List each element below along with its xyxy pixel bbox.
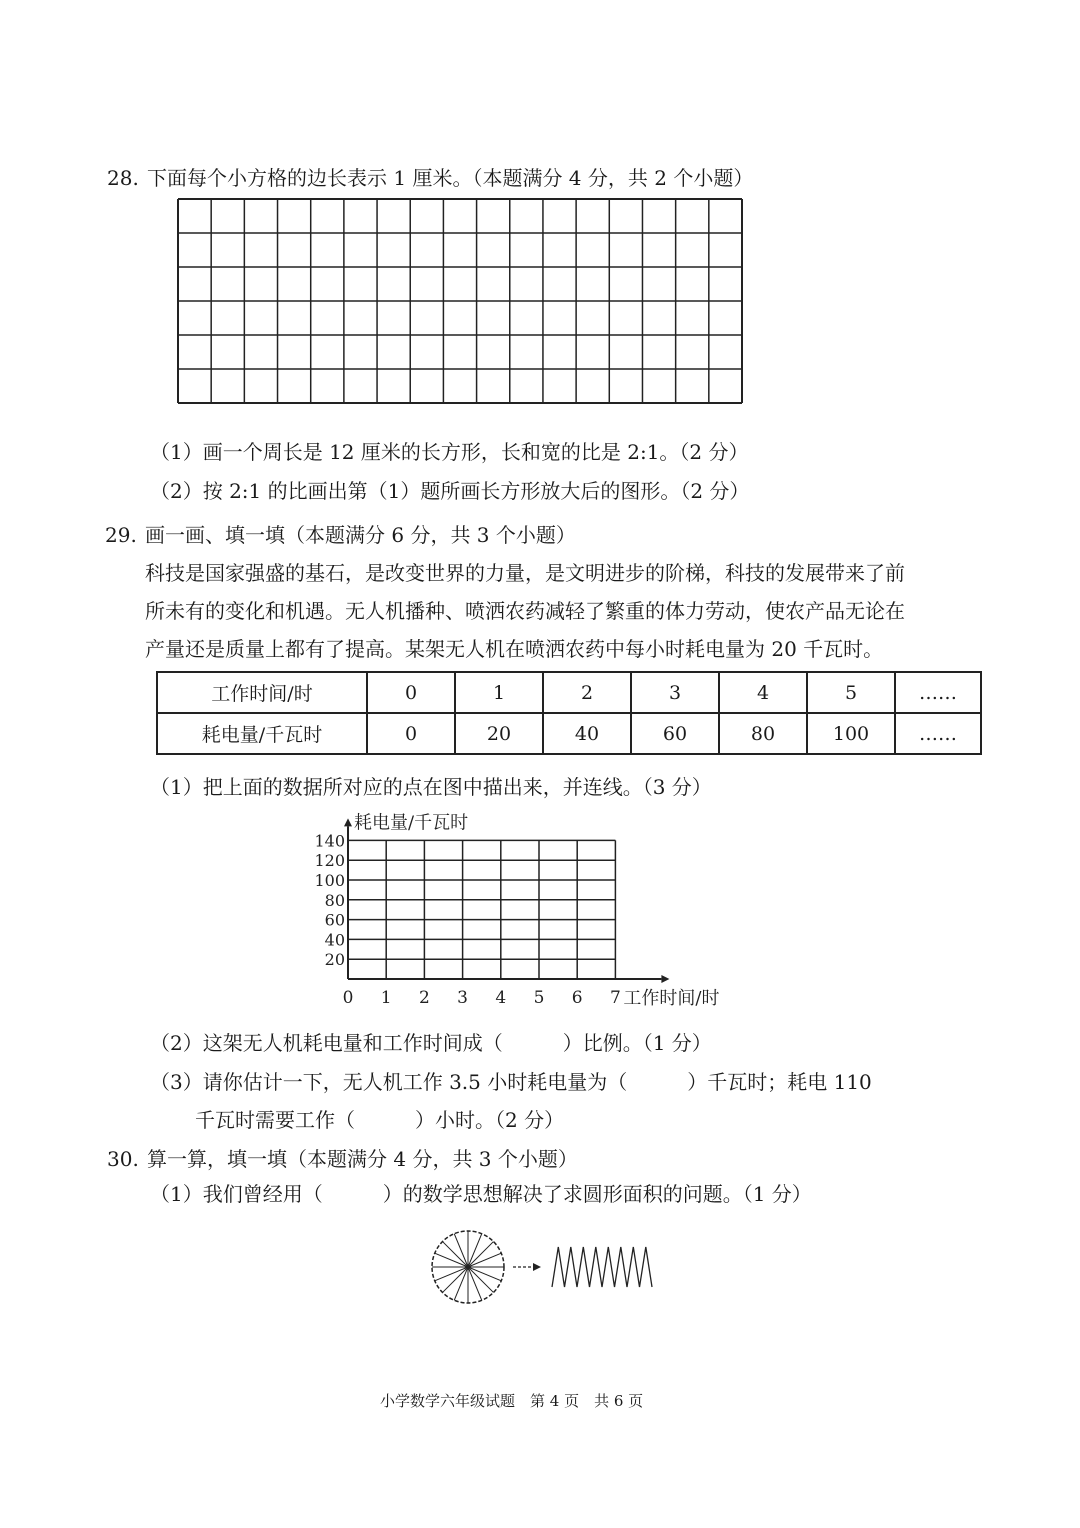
approximate-parallelogram-icon <box>552 1247 652 1287</box>
x-tick-label: 7 <box>609 988 621 1008</box>
x-tick-label: 3 <box>457 988 469 1008</box>
divided-circle-icon <box>432 1231 504 1303</box>
table-cell: 100 <box>807 713 895 754</box>
table-cell: 2 <box>543 672 631 713</box>
y-tick-label: 60 <box>324 910 345 930</box>
y-tick-label: 120 <box>314 851 345 871</box>
table-cell: 40 <box>543 713 631 754</box>
q29-sub3-line-2: 千瓦时需要工作（ ）小时。（2 分） <box>195 1108 565 1132</box>
square-grid <box>177 198 743 404</box>
table-cell: …… <box>895 713 981 754</box>
table-cell: 60 <box>631 713 719 754</box>
x-axis-label: 工作时间/时 <box>623 988 720 1009</box>
y-tick-label: 100 <box>314 871 345 890</box>
q29-title: 画一画、填一填（本题满分 6 分，共 3 个小题） <box>145 523 576 547</box>
table-cell: 3 <box>631 672 719 713</box>
table-cell: 0 <box>367 672 455 713</box>
q29-sub1: （1）把上面的数据所对应的点在图中描出来，并连线。（3 分） <box>150 775 712 799</box>
q29-number: 29. <box>105 523 137 547</box>
y-tick-label: 20 <box>324 950 345 970</box>
q28-title: 下面每个小方格的边长表示 1 厘米。（本题满分 4 分，共 2 个小题） <box>147 166 754 190</box>
q29-paragraph-line-1: 科技是国家强盛的基石，是改变世界的力量，是文明进步的阶梯，科技的发展带来了前 <box>145 561 905 585</box>
y-axis-label: 耗电量/千瓦时 <box>354 812 469 834</box>
arrow-icon <box>513 1263 541 1271</box>
x-tick-label: 0 <box>342 988 354 1008</box>
table-cell: …… <box>895 672 981 713</box>
table-cell: 5 <box>807 672 895 713</box>
table-cell: 0 <box>367 713 455 754</box>
y-axis-arrow-icon <box>344 818 352 826</box>
x-tick-label: 4 <box>495 988 507 1008</box>
table-row <box>157 713 981 754</box>
table-row-header: 耗电量/千瓦时 <box>157 713 367 754</box>
x-tick-label: 5 <box>533 988 545 1008</box>
table-cell: 1 <box>455 672 543 713</box>
q28-number: 28. <box>107 166 139 190</box>
q30-title: 算一算，填一填（本题满分 4 分，共 3 个小题） <box>147 1147 578 1171</box>
q29-sub2: （2）这架无人机耗电量和工作时间成（ ）比例。（1 分） <box>150 1031 712 1055</box>
circle-division-illustration <box>425 1225 665 1310</box>
q28-sub2: （2）按 2:1 的比画出第（1）题所画长方形放大后的图形。（2 分） <box>150 479 750 503</box>
power-consumption-chart <box>300 812 760 1017</box>
x-tick-label: 6 <box>571 988 583 1008</box>
table-cell: 4 <box>719 672 807 713</box>
data-table <box>156 671 982 755</box>
y-tick-label: 80 <box>324 890 345 910</box>
x-tick-label: 2 <box>418 988 430 1008</box>
q30-sub1: （1）我们曾经用（ ）的数学思想解决了求圆形面积的问题。（1 分） <box>150 1182 812 1206</box>
table-cell: 80 <box>719 713 807 754</box>
table-row <box>157 672 981 713</box>
q29-paragraph-line-3: 产量还是质量上都有了提高。某架无人机在喷洒农药中每小时耗电量为 20 千瓦时。 <box>145 637 884 661</box>
y-tick-label: 40 <box>324 930 345 950</box>
y-tick-label: 140 <box>314 831 345 851</box>
table-cell: 20 <box>455 713 543 754</box>
q30-number: 30. <box>107 1147 139 1171</box>
table-row-header: 工作时间/时 <box>157 672 367 713</box>
q28-sub1: （1）画一个周长是 12 厘米的长方形，长和宽的比是 2:1。（2 分） <box>150 440 749 464</box>
page-footer: 小学数学六年级试题 第 4 页 共 6 页 <box>380 1392 644 1410</box>
x-tick-label: 1 <box>380 988 392 1008</box>
q29-paragraph-line-2: 所未有的变化和机遇。无人机播种、喷洒农药减轻了繁重的体力劳动，使农产品无论在 <box>145 599 905 623</box>
x-axis-arrow-icon <box>661 975 669 983</box>
q29-sub3-line-1: （3）请你估计一下，无人机工作 3.5 小时耗电量为（ ）千瓦时；耗电 110 <box>150 1070 872 1094</box>
